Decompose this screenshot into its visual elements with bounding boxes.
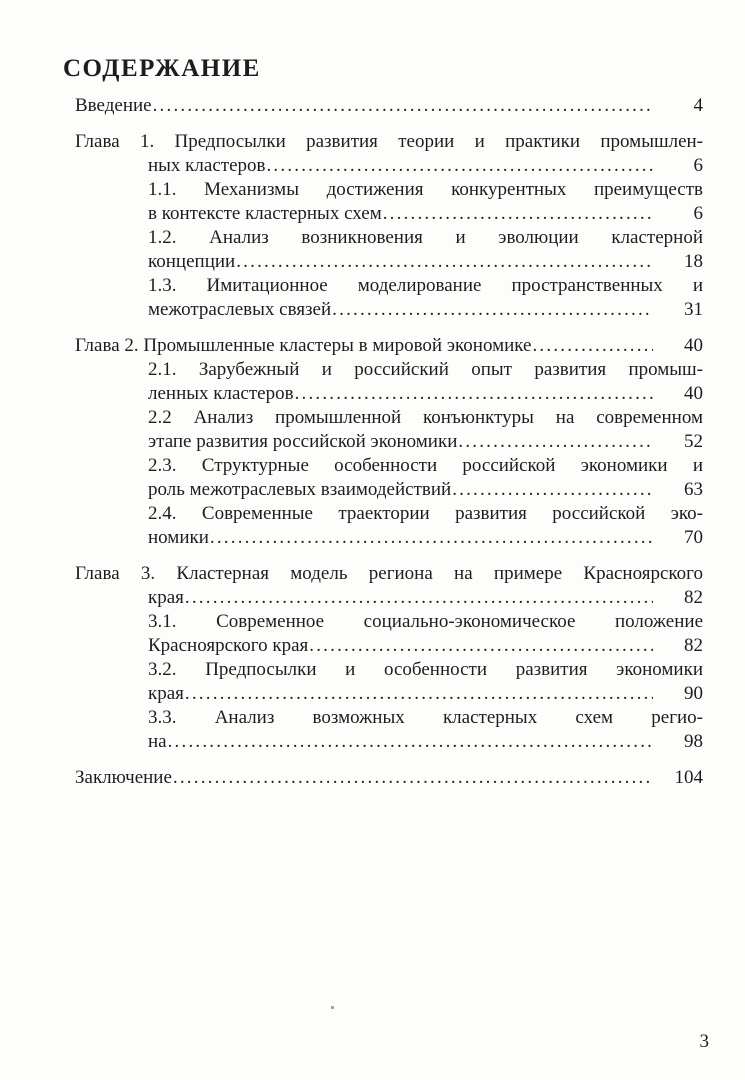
toc-entry-text: концепции [148, 251, 236, 272]
toc-entry-text: межотраслевых связей [148, 299, 332, 320]
toc-entry-text: края [148, 683, 184, 704]
dot-leader [458, 430, 653, 454]
toc-entry-text: ных кластеров [148, 155, 266, 176]
toc-line-last [75, 94, 703, 118]
dot-leader [266, 154, 653, 178]
toc-page-number: 104 [674, 767, 703, 788]
toc-line-last [75, 334, 703, 358]
toc-entry-razdel-1-1 [75, 178, 703, 226]
toc-entry-text: номики [148, 527, 209, 548]
toc-entry-razdel-2-4 [75, 502, 703, 550]
dot-leader [236, 250, 653, 274]
toc-line-last [75, 526, 703, 550]
toc-entry-text: Введение [75, 95, 152, 116]
toc-entry-text: ленных кластеров [148, 383, 294, 404]
dot-leader [532, 334, 653, 358]
toc-entry-razdel-2-2 [75, 406, 703, 454]
toc-entry-text: края [148, 587, 184, 608]
page-title: СОДЕРЖАНИЕ [63, 55, 261, 82]
dot-leader [295, 382, 653, 406]
page-number: 3 [699, 1031, 709, 1052]
toc-page-number: 6 [693, 203, 703, 224]
toc-line: 3.3. Анализ возможных кластерных схем регио- [148, 707, 703, 728]
toc-line-last [75, 298, 703, 322]
toc-page-number: 31 [684, 299, 703, 320]
toc-line-last [75, 250, 703, 274]
dot-leader [210, 526, 653, 550]
dot-leader [332, 298, 653, 322]
dot-leader [309, 634, 653, 658]
toc-line: 2.2 Анализ промышленной конъюнктуры на современном [148, 407, 703, 428]
toc-entry-razdel-3-1 [75, 610, 703, 658]
toc-page-number: 98 [684, 731, 703, 752]
toc-line-last [75, 682, 703, 706]
toc-line-last [75, 586, 703, 610]
toc-line: 1.1. Механизмы достижения конкурентных преимуществ [148, 179, 703, 200]
toc-page-number: 18 [684, 251, 703, 272]
toc-page-number: 63 [684, 479, 703, 500]
toc-entry-razdel-1-2 [75, 226, 703, 274]
dot-leader [185, 586, 653, 610]
toc-entry-razdel-1-3 [75, 274, 703, 322]
toc-entry-glava-1 [75, 130, 703, 178]
toc-line: 1.2. Анализ возникновения и эволюции кластерной [148, 227, 703, 248]
toc-entry-text: на [148, 731, 167, 752]
toc-entry-text: в контексте кластерных схем [148, 203, 382, 224]
toc-line-last [75, 382, 703, 406]
toc-page-number: 40 [684, 383, 703, 404]
toc-entry-glava-3 [75, 562, 703, 610]
toc-line: Глава 1. Предпосылки развития теории и практики промышлен- [75, 131, 703, 152]
toc-page-number: 82 [684, 635, 703, 656]
toc-line-last [75, 154, 703, 178]
toc-entries [75, 94, 703, 790]
toc-page-number: 40 [684, 335, 703, 356]
scan-artifact-dot [331, 1006, 334, 1009]
toc-line: 3.2. Предпосылки и особенности развития экономики [148, 659, 703, 680]
dot-leader [452, 478, 653, 502]
toc-line: 2.3. Структурные особенности российской экономики и [148, 455, 703, 476]
toc-line: 2.1. Зарубежный и российский опыт развития промыш- [148, 359, 703, 380]
toc-entry-text: роль межотраслевых взаимодействий [148, 479, 452, 500]
toc-page-number: 70 [684, 527, 703, 548]
toc-entry-text: Заключение [75, 767, 172, 788]
toc-entry-razdel-3-3 [75, 706, 703, 754]
toc-entry-razdel-3-2 [75, 658, 703, 706]
dot-leader [173, 766, 653, 790]
toc-line-last [75, 730, 703, 754]
toc-entry-glava-2 [75, 334, 703, 358]
toc-entry-razdel-2-3 [75, 454, 703, 502]
toc-page-number: 4 [693, 95, 703, 116]
toc-page-number: 52 [684, 431, 703, 452]
toc-entry-text: Глава 2. Промышленные кластеры в мировой экономике [75, 335, 532, 356]
dot-leader [153, 94, 653, 118]
toc-line: Глава 3. Кластерная модель региона на примере Красноярского [75, 563, 703, 584]
toc-line: 1.3. Имитационное моделирование пространственных и [148, 275, 703, 296]
dot-leader [185, 682, 653, 706]
toc-entry-vvedenie [75, 94, 703, 118]
toc-line-last [75, 766, 703, 790]
toc-line-last [75, 634, 703, 658]
toc-entry-text: Красноярского края [148, 635, 309, 656]
dot-leader [383, 202, 653, 226]
toc-page-number: 90 [684, 683, 703, 704]
toc-page-number: 6 [693, 155, 703, 176]
toc-page-number: 82 [684, 587, 703, 608]
toc-line-last [75, 478, 703, 502]
toc-line: 3.1. Современное социально-экономическое положение [148, 611, 703, 632]
toc-line-last [75, 430, 703, 454]
toc-line: 2.4. Современные траектории развития российской эко- [148, 503, 703, 524]
toc-entry-text: этапе развития российской экономики [148, 431, 458, 452]
toc-entry-zakliuchenie [75, 766, 703, 790]
toc-entry-razdel-2-1 [75, 358, 703, 406]
toc-line-last [75, 202, 703, 226]
dot-leader [168, 730, 653, 754]
